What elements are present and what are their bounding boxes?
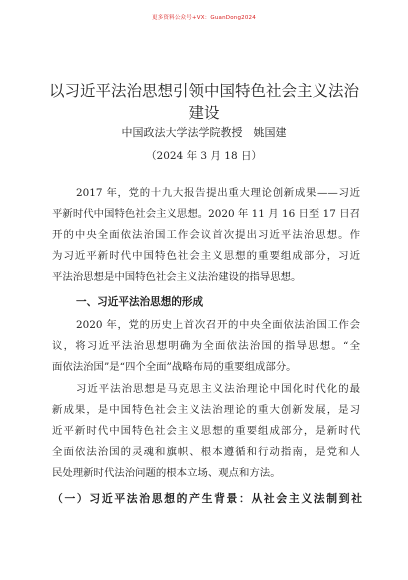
paragraph-line: 2017 年，党的十九大报告提出重大理论创新成果——习近 bbox=[76, 187, 360, 199]
paragraph-2 bbox=[52, 315, 360, 378]
section-heading: 一、习近平法治思想的形成 bbox=[76, 296, 204, 308]
document-title-line-1: 以习近平法治思想引领中国特色社会主义法治 bbox=[48, 82, 359, 100]
paragraph-line: 新成果，是中国特色社会主义法治理论的重大创新发展，是习 bbox=[52, 404, 360, 416]
author-line: 中国政法大学法学院教授 姚国建 bbox=[121, 126, 287, 139]
paragraph-line: 为习近平新时代中国特色社会主义思想的重要组成部分，习近 bbox=[52, 250, 360, 262]
date-line: （2024 年 3 月 18 日） bbox=[146, 150, 262, 162]
paragraph-line: 开的中央全面依法治国工作会议首次提出习近平法治思想。作 bbox=[52, 229, 360, 241]
paragraph-line: 面依法治国”是“四个全面”战略布局的重要组成部分。 bbox=[52, 361, 297, 373]
paragraph-line: 2020 年，党的历史上首次召开的中央全面依法治国工作会 bbox=[76, 319, 360, 331]
subsection-heading: （一）习近平法治思想的产生背景：从社会主义法制到社 bbox=[52, 492, 362, 505]
paragraph-line: 近平新时代中国特色社会主义思想的重要组成部分，是新时代 bbox=[52, 425, 360, 437]
paragraph-3 bbox=[52, 379, 360, 484]
paragraph-line: 平新时代中国特色社会主义思想。2020 年 11 月 16 日至 17 日召 bbox=[52, 208, 360, 220]
paragraph-line: 民处理新时代法治问题的根本立场、观点和方法。 bbox=[52, 467, 281, 479]
paragraph-line: 平法治思想是中国特色社会主义法治建设的指导思想。 bbox=[52, 271, 302, 283]
paragraph-line: 全面依法治国的灵魂和旗帜、根本遵循和行动指南，是党和人 bbox=[52, 446, 360, 458]
paragraph-1 bbox=[52, 183, 360, 288]
document-title-line-2: 建设 bbox=[188, 104, 220, 122]
paragraph-line: 议，将习近平法治思想明确为全面依法治国的指导思想。“全 bbox=[52, 340, 360, 352]
header-note: 更多资料公众号+VX：GuanDong2024 bbox=[152, 15, 256, 21]
paragraph-line: 习近平法治思想是马克思主义法治理论中国化时代化的最 bbox=[76, 383, 360, 395]
